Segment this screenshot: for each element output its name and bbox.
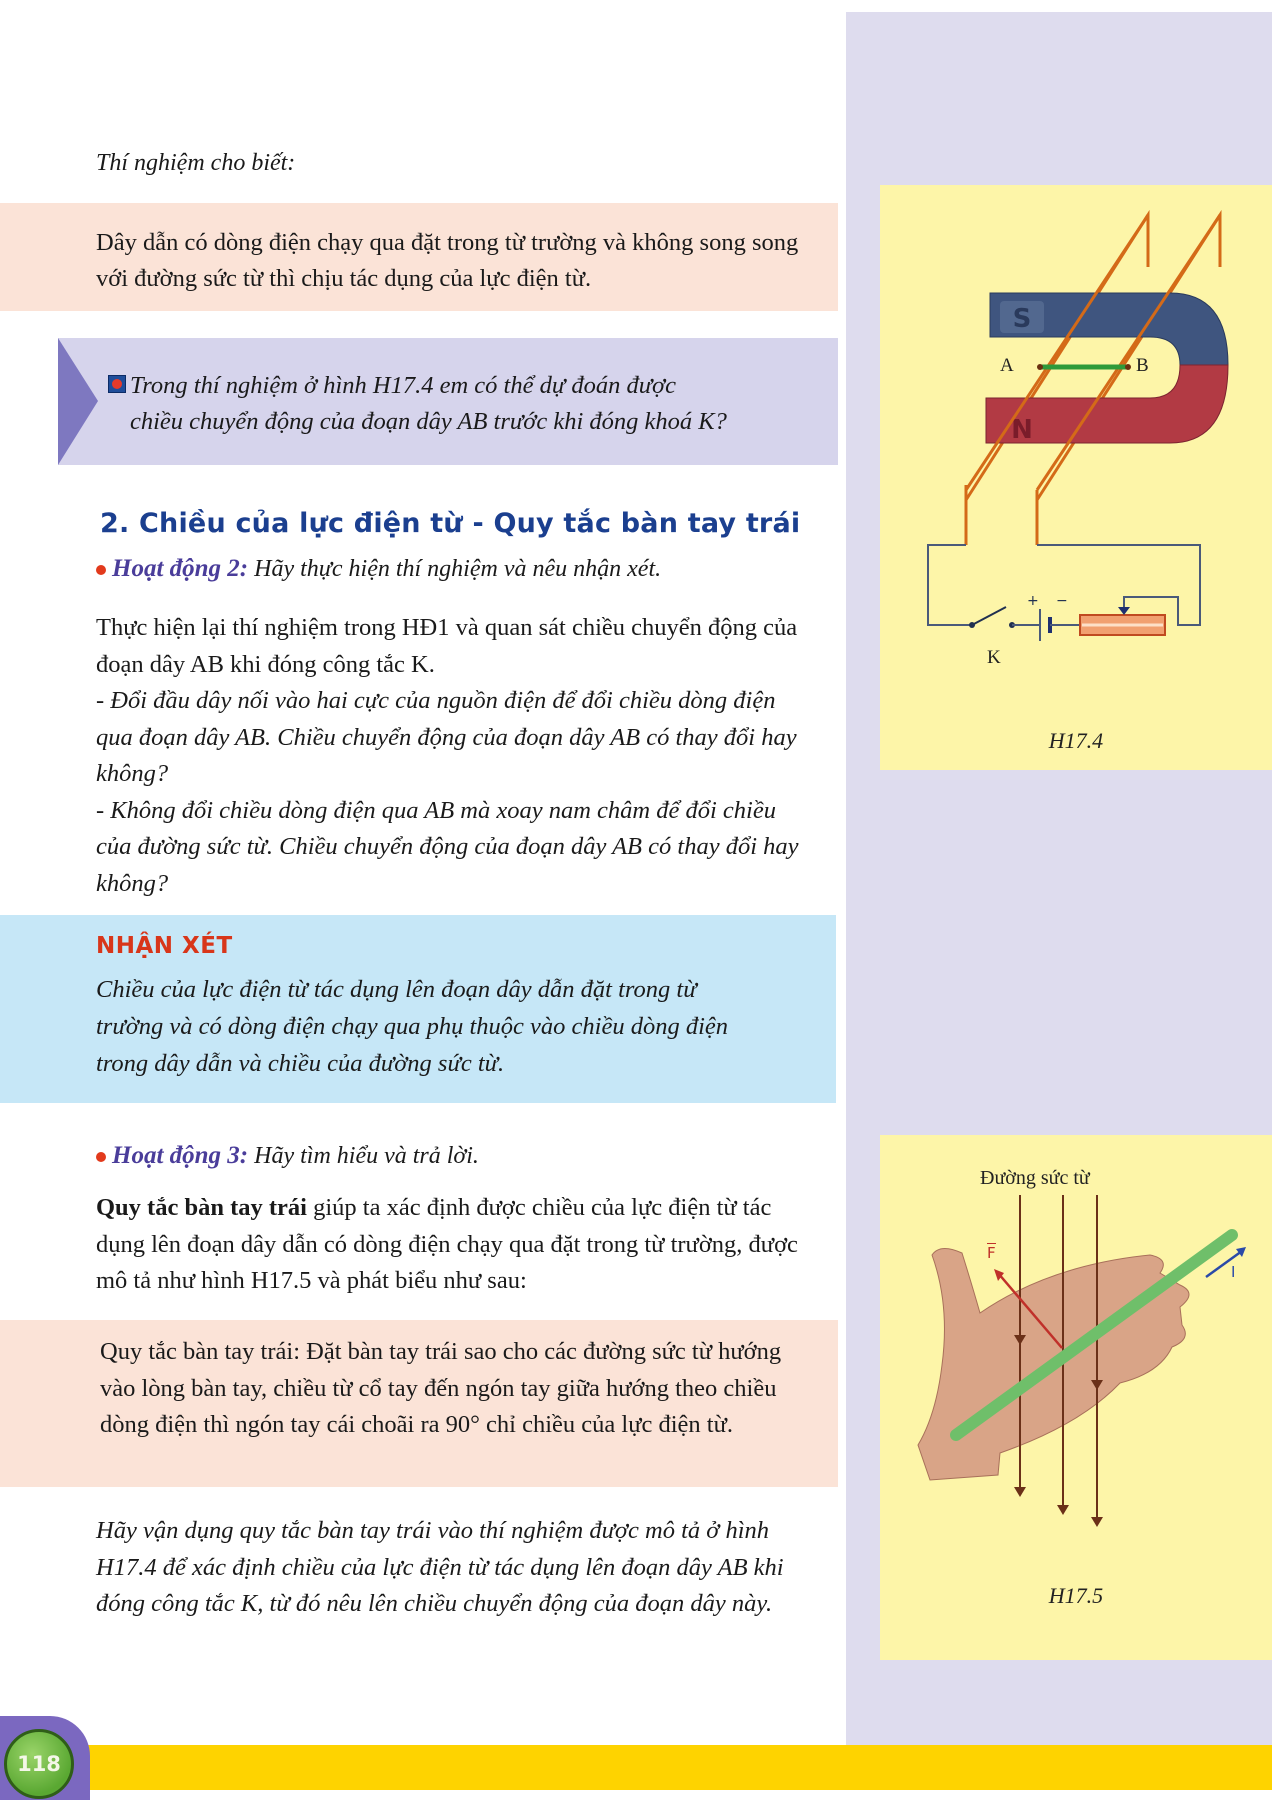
remark-text: Chiều của lực điện từ tác dụng lên đoạn dây dẫn đặt trong từ trường và có dòng điện chạy qua phụ thuộc vào chiều dòng điện trong dây dẫn và chiều của đường sức từ. — [96, 976, 728, 1077]
figure-caption: H17.5 — [1048, 1583, 1104, 1608]
svg-text:N: N — [1011, 415, 1033, 445]
question-line-2: chiều chuyển động của đoạn dây AB trước khi đóng khoá K? — [130, 408, 727, 435]
question-icon — [108, 375, 126, 393]
body-paragraph: - Đổi đầu dây nối vào hai cực của nguồn điện để đổi chiều dòng điện qua đoạn dây AB. Chiều chuyển động của đoạn dây AB có thay đổi hay không? — [96, 687, 797, 787]
figure-caption: H17.4 — [1048, 728, 1104, 753]
magnet-circuit-diagram — [880, 185, 1272, 770]
rule-intro-text: giúp ta xác định được chiều của lực điện từ tác dụng lên đoạn dây dẫn có dòng điện chạy qua đặt trong từ trường, được mô tả như hình H17.5 và phát biểu như sau: — [96, 1194, 798, 1294]
intro-lead: Thí nghiệm cho biết: — [96, 150, 296, 176]
body-paragraph: - Không đổi chiều dòng điện qua AB mà xoay nam châm để đổi chiều của đường sức từ. Chiều chuyển động của đoạn dây AB có thay đổi hay không? — [96, 796, 799, 897]
activity-3 — [96, 1142, 479, 1170]
question-text — [130, 368, 820, 440]
conclusion-text: Dây dẫn có dòng điện chạy qua đặt trong từ trường và không song song với đường sức từ thì chịu tác dụng của lực điện từ. — [96, 229, 799, 292]
svg-text:+: + — [1027, 593, 1039, 609]
triangle-marker-icon — [58, 338, 98, 465]
activity-instruction: Hãy tìm hiểu và trả lời. — [248, 1143, 479, 1169]
force-label: F — [987, 1244, 996, 1262]
rule-name: Quy tắc bàn tay trái — [96, 1194, 307, 1221]
bullet-icon — [96, 565, 106, 575]
activity-label: Hoạt động 2: — [112, 555, 249, 582]
remark-box — [0, 915, 836, 1103]
figure-h17-5 — [880, 1135, 1272, 1660]
svg-text:−: − — [1056, 593, 1068, 609]
apply-exercise: Hãy vận dụng quy tắc bàn tay trái vào thí nghiệm được mô tả ở hình H17.4 để xác định chiều của lực điện từ tác dụng lên đoạn dây AB khi đóng công tắc K, từ đó nêu lên chiều chuyển động của đoạn dây này. — [96, 1517, 784, 1617]
label-b: B — [1136, 355, 1149, 376]
left-hand-rule-diagram — [880, 1135, 1272, 1660]
question-line-1: Trong thí nghiệm ở hình H17.4 em có thể dự đoán được — [130, 372, 677, 399]
label-a: A — [1000, 355, 1014, 376]
bullet-icon — [96, 1152, 106, 1162]
figure-h17-4 — [880, 185, 1272, 770]
activity-instruction: Hãy thực hiện thí nghiệm và nêu nhận xét. — [248, 556, 662, 582]
field-lines-label: Đường sức từ — [980, 1167, 1090, 1189]
rule-statement: Quy tắc bàn tay trái: Đặt bàn tay trái sao cho các đường sức từ hướng vào lòng bàn tay, chiều từ cổ tay đến ngón tay giữa hướng theo chiều dòng điện thì ngón tay cái choãi ra 90° chỉ chiều của lực điện từ. — [100, 1338, 782, 1438]
question-box — [58, 338, 838, 465]
activity-2-body — [96, 610, 816, 902]
footer-bar — [0, 1745, 1272, 1790]
remark-heading: NHẬN XÉT — [96, 933, 233, 959]
conclusion-box — [0, 203, 838, 311]
current-label: I — [1231, 1263, 1236, 1281]
rule-box — [0, 1320, 838, 1487]
activity-label: Hoạt động 3: — [112, 1142, 249, 1169]
section-title: 2. Chiều của lực điện từ - Quy tắc bàn tay trái — [100, 508, 801, 539]
page-number: 118 — [4, 1729, 74, 1799]
activity-2 — [96, 555, 661, 583]
body-paragraph: Thực hiện lại thí nghiệm trong HĐ1 và quan sát chiều chuyển động của đoạn dây AB khi đóng công tắc K. — [96, 614, 798, 678]
svg-text:S: S — [1012, 304, 1032, 334]
label-k: K — [987, 647, 1001, 668]
rule-intro — [96, 1190, 816, 1300]
